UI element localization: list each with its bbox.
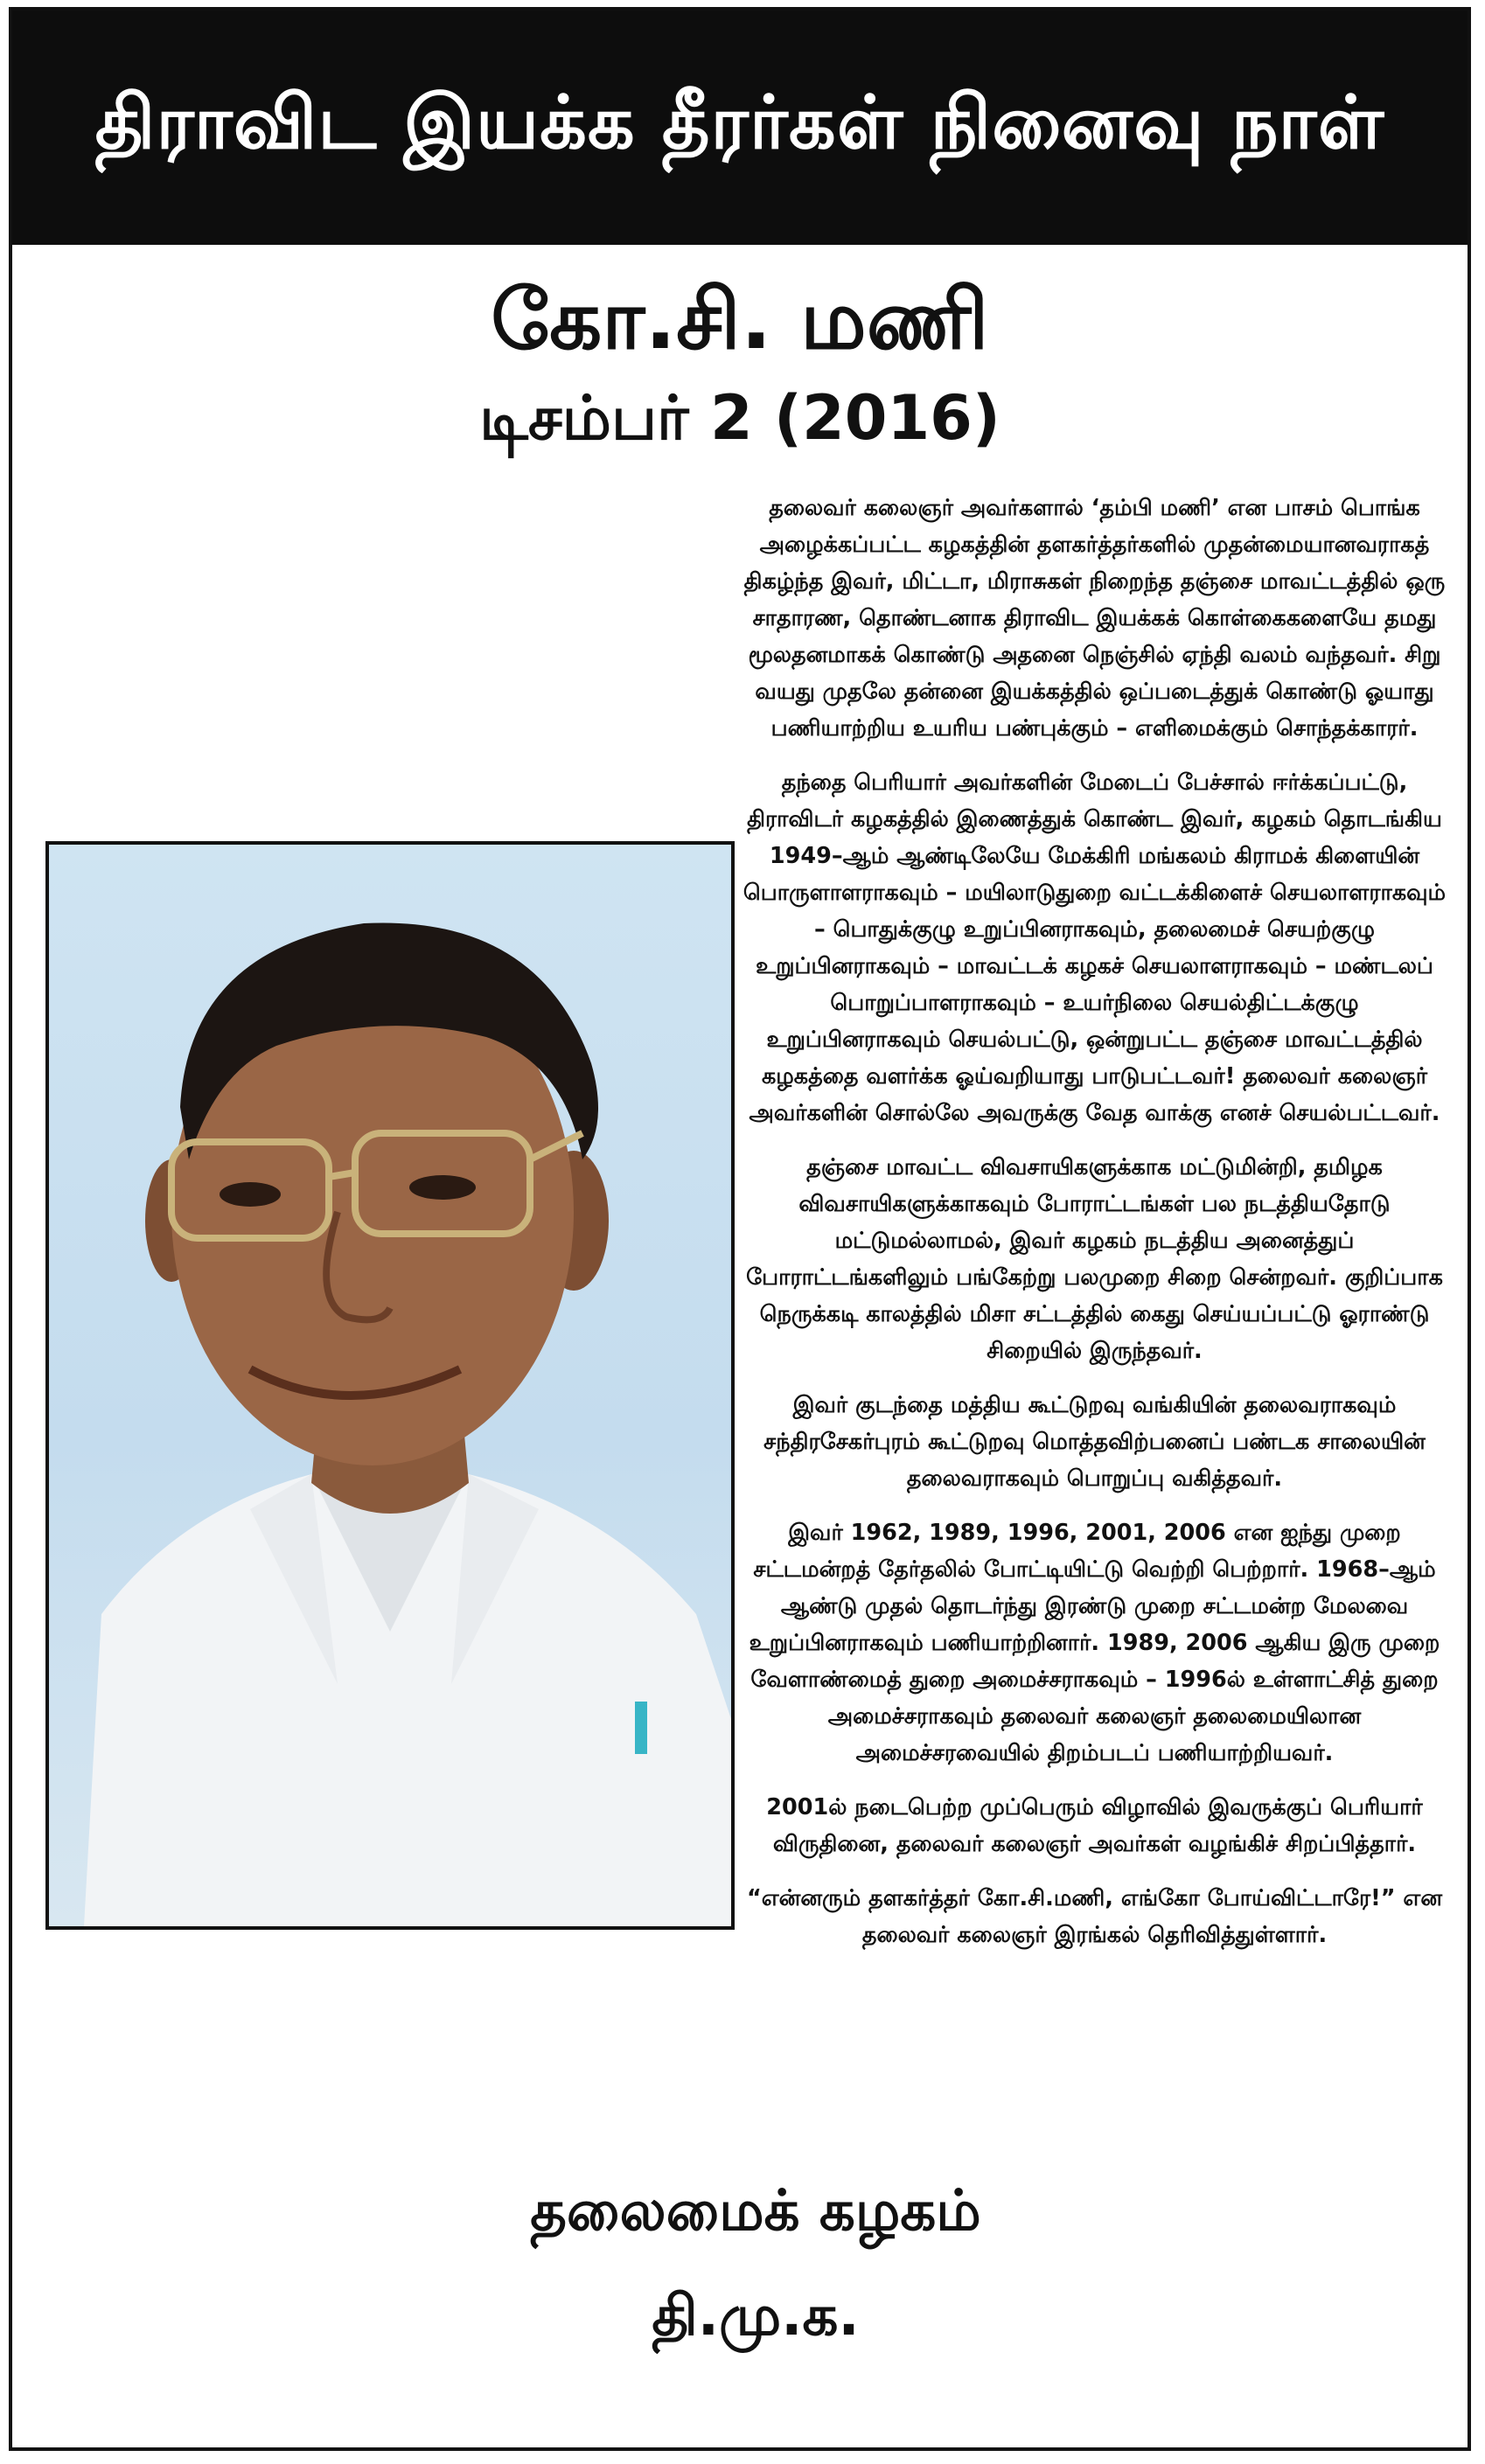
footer-organization: தலைமைக் கழகம் (530, 2179, 981, 2244)
biography-paragraph: “என்னரும் தளகர்த்தர் கோ.சி.மணி, எங்கோ போய்விட்டாரே!” என தலைவர் கலைஞர் இரங்கல் தெரிவித்துள்ளார். (746, 1885, 1443, 1948)
biography-paragraph: இவர் குடந்தை மத்திய கூட்டுறவு வங்கியின் தலைவராகவும் சந்திரசேகர்புரம் கூட்டுறவு மொத்தவிற்பனைப் பண்டக சாலையின் தலைவராகவும் பொறுப்பு வகித்தவர். (763, 1392, 1426, 1492)
biography-paragraph: 2001ல் நடைபெற்ற முப்பெரும் விழாவில் இவருக்குப் பெரியார் விருதினை, தலைவர் கலைஞர் அவர்கள் வழங்கிச் சிறப்பித்தார். (766, 1794, 1423, 1857)
portrait-photo (45, 841, 735, 1930)
biography-paragraph: தஞ்சை மாவட்ட விவசாயிகளுக்காக மட்டுமின்றி, தமிழக விவசாயிகளுக்காகவும் போராட்டங்கள் பல நடத்தியதோடு மட்டுமல்லாமல், இவர் கழகம் நடத்திய அனைத்துப் போராட்டங்களிலும் பங்கேற்று பலமுறை சிறை சென்றவர். குறிப்பாக நெருக்கடி காலத்தில் மிசா சட்டத்தில் கைது செய்யப்பட்டு ஓராண்டு சிறையில் இருந்தவர். (746, 1154, 1443, 1364)
person-name: கோ.சி. மணி (491, 273, 989, 368)
memorial-date: டிசம்பர் 2 (2016) (479, 382, 1000, 454)
biography-paragraph: தலைவர் கலைஞர் அவர்களால் ‘தம்பி மணி’ என பாசம் பொங்க அழைக்கப்பட்ட கழகத்தின் தளகர்த்தர்களில் முதன்மையானவராகத் திகழ்ந்த இவர், மிட்டா, மிராசுகள் நிறைந்த தஞ்சை மாவட்டத்தில் ஒரு சாதாரண, தொண்டனாக திராவிட இயக்கக் கொள்கைகளையே தமது மூலதனமாகக் கொண்டு அதனை நெஞ்சில் ஏந்தி வலம் வந்தவர். சிறு வயது முதலே தன்னை இயக்கத்தில் ஒப்படைத்துக் கொண்டு ஓயாது பணியாற்றிய உயரிய பண்புக்கும் – எளிமைக்கும் சொந்தக்காரர். (743, 495, 1446, 741)
biography-paragraph: தந்தை பெரியார் அவர்களின் மேடைப் பேச்சால் ஈர்க்கப்பட்டு, திராவிடர் கழகத்தில் இணைத்துக் கொண்ட இவர், கழகம் தொடங்கிய 1949–ஆம் ஆண்டிலேயே மேக்கிரி மங்கலம் கிராமக் கிளையின் பொருளாளராகவும் – மயிலாடுதுறை வட்டக்கிளைச் செயலாளராகவும் – பொதுக்குழு உறுப்பினராகவும், தலைமைச் செயற்குழு உறுப்பினராகவும் – மாவட்டக் கழகச் செயலாளராகவும் – மண்டலப் பொறுப்பாளராகவும் – உயர்நிலை செயல்திட்டக்குழு உறுப்பினராகவும் செயல்பட்டு, ஒன்றுபட்ட தஞ்சை மாவட்டத்தில் கழகத்தை வளர்க்க ஓய்வறியாது பாடுபட்டவர்! தலைவர் கலைஞர் அவர்களின் சொல்லே அவருக்கு வேத வாக்கு எனச் செயல்பட்டவர். (742, 769, 1447, 1126)
header-title: திராவிட இயக்க தீரர்கள் நினைவு நாள் (94, 80, 1385, 165)
footer-party: தி.மு.க. (652, 2284, 860, 2349)
portrait-illustration (49, 845, 731, 1926)
biography-text (742, 490, 1447, 1971)
biography-paragraph: இவர் 1962, 1989, 1996, 2001, 2006 என ஐந்து முறை சட்டமன்றத் தேர்தலில் போட்டியிட்டு வெற்றி பெற்றார். 1968–ஆம் ஆண்டு முதல் தொடர்ந்து இரண்டு முறை சட்டமன்ற மேலவை உறுப்பினராகவும் பணியாற்றினார். 1989, 2006 ஆகிய இரு முறை வேளாண்மைத் துறை அமைச்சராகவும் – 1996ல் உள்ளாட்சித் துறை அமைச்சராகவும் தலைவர் கலைஞர் தலைமையிலான அமைச்சரவையில் திறம்படப் பணியாற்றியவர். (749, 1520, 1440, 1766)
memorial-notice (9, 7, 1471, 2451)
header-banner (12, 10, 1468, 245)
